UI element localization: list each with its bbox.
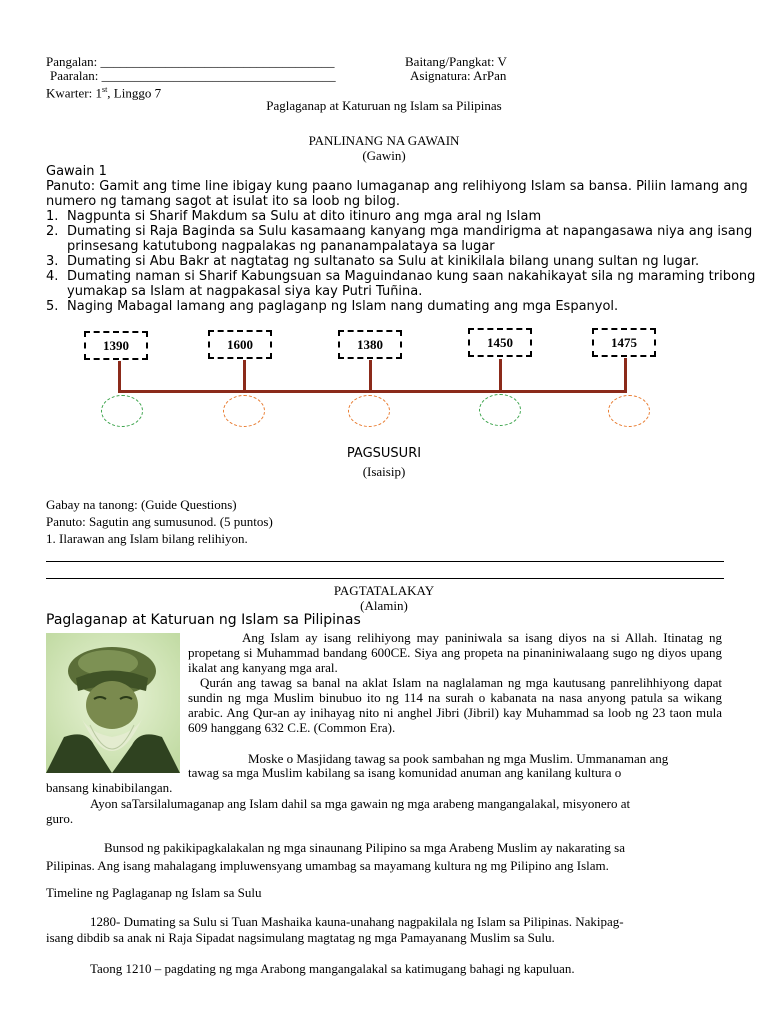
section-heading-panlinang: PANLINANG NA GAWAIN [308, 133, 460, 148]
paragraph-moske-line2: tawag sa mga Muslim kabilang sa isang komunidad anuman ang kanilang kultura o [188, 765, 622, 780]
question-1: 1. Ilarawan ang Islam bilang relihiyon. [46, 531, 248, 546]
paragraph-tarsila-line2: guro. [46, 811, 74, 826]
choice-number: 4. [46, 269, 59, 284]
choice-text: Dumating si Raja Baginda sa Sulu kasamaang kanyang mga mandirigma at napangasawa niya ang isang [67, 224, 753, 239]
timeline-tick [624, 358, 627, 393]
answer-line[interactable] [46, 578, 724, 579]
section-heading-pagsusuri: PAGSUSURI [346, 446, 422, 461]
paragraph-islam: Ang Islam ay isang relihiyong may paniniwala sa isang diyos na si Allah. Itinatag ng propetang si Muhammad bandang 600CE. Siya ang propeta na pinaniniwalaang sugo ng diyos upang ikalat ang kanyang mga aral. [188, 630, 722, 675]
section-sub-gawin: (Gawin) [362, 148, 406, 163]
choice-text-cont: yumakap sa Islam at nagpakasal siya kay Putri Tuñina. [67, 284, 423, 299]
sulu-timeline-title: Timeline ng Paglaganap ng Islam sa Sulu [46, 885, 262, 900]
choice-text-cont: prinsesang katutubong nagpalakas ng pananampalataya sa lugar [67, 239, 495, 254]
choice-text: Nagpunta si Sharif Makdum sa Sulu at dito itinuro ang mga aral ng Islam [67, 209, 542, 224]
guide-instruction: Panuto: Sagutin ang sumusunod. (5 puntos) [46, 514, 273, 529]
subject: Asignatura: ArPan [410, 68, 507, 83]
quarter-label: Kwarter: 1 [46, 85, 102, 101]
section-heading-pagtatalakay: PAGTATALAKAY [333, 583, 435, 598]
choice-number: 5. [46, 299, 59, 314]
timeline-tick [499, 359, 502, 393]
name-field-line: Pangalan: ____________________________________ [46, 54, 335, 69]
timeline-tick [369, 360, 372, 393]
grade-section: Baitang/Pangkat: V [405, 54, 507, 69]
week-label: , Linggo 7 [107, 85, 162, 101]
choice-text: Naging Mabagal lamang ang paglaganp ng Islam nang dumating ang mga Espanyol. [67, 299, 619, 314]
section-sub-alamin: (Alamin) [360, 598, 408, 613]
year-box: 1380 [338, 330, 402, 359]
answer-circle[interactable] [101, 395, 143, 427]
answer-line[interactable] [46, 561, 724, 562]
paragraph-bunsod-line2: Pilipinas. Ang isang mahalagang impluwensyang umambag sa mayamang kultura ng mg Pilipino ang Islam. [46, 858, 609, 873]
choice-text: Dumating naman si Sharif Kabungsuan sa Maguindanao kung saan nakahikayat sila ng maraming tribong [67, 269, 756, 284]
school-field-line: Paaralan: ____________________________________ [50, 68, 336, 83]
paragraph-moske-line3: bansang kinabibilangan. [46, 780, 173, 795]
sulu-1280-line2: isang dibdib sa anak ni Raja Sipadat nagsimulang magtatag ng mga Pamayanang Muslim sa Sulu. [46, 930, 555, 945]
portrait-illustration [46, 633, 180, 773]
year-box: 1475 [592, 328, 656, 357]
choice-text: Dumating si Abu Bakr at nagtatag ng sultanato sa Sulu at kinikilala bilang unang sultan ng lugar. [67, 254, 700, 269]
choice-number: 1. [46, 209, 59, 224]
instruction-line-2: numero ng tamang sagot at isulat ito sa loob ng bilog. [46, 194, 401, 209]
paragraph-tarsila-line1: Ayon saTarsilalumaganap ang Islam dahil sa mga gawain ng mga arabeng mangangalakal, misyonero at [90, 796, 631, 811]
answer-circle[interactable] [348, 395, 390, 427]
instruction-line-1: Panuto: Gamit ang time line ibigay kung paano lumaganap ang relihiyong Islam sa bansa. Piliin lamang ang [46, 179, 748, 194]
quarter-ordinal: st [101, 85, 108, 94]
sulu-1280-line1: 1280- Dumating sa Sulu si Tuan Mashaika kauna-unahang nagpakilala ng Islam sa Pilipinas. Nakipag- [90, 914, 624, 929]
timeline-tick [243, 360, 246, 393]
year-box: 1600 [208, 330, 272, 359]
paragraph-quran: Qurán ang tawag sa banal na aklat Islam na naglalaman ng mga kautusang panrelihhiyong dapat sundin ng mga Muslim binubuo ito ng 114 na surah o kabanata na nasa anyong patula sa wikang arabic. Ang Qur-an ay inihayag nito ni anghel Jibri (Jibril) kay Muhammad sa loob ng 23 taon mula 609 hanggang 632 C.E. (Common Era). [188, 675, 722, 735]
scholar-portrait [46, 633, 180, 773]
timeline-tick [118, 361, 121, 393]
year-box: 1390 [84, 331, 148, 360]
paragraph-bunsod-line1: Bunsod ng pakikipagkalakalan ng mga sinaunang Pilipino sa mga Arabeng Muslim ay nakarating sa [104, 840, 625, 855]
paragraph-moske-line1: Moske o Masjidang tawag sa pook sambahan ng mga Muslim. Ummanaman ang [248, 751, 669, 766]
answer-circle[interactable] [479, 394, 521, 426]
timeline-axis [118, 390, 627, 393]
activity-label: Gawain 1 [46, 164, 107, 179]
answer-circle[interactable] [608, 395, 650, 427]
discussion-title: Paglaganap at Katuruan ng Islam sa Pilipinas [46, 612, 361, 628]
choice-number: 3. [46, 254, 59, 269]
document-title: Paglaganap at Katuruan ng Islam sa Pilipinas [266, 98, 502, 113]
choice-number: 2. [46, 224, 59, 239]
year-box: 1450 [468, 328, 532, 357]
section-sub-isaisip: (Isaisip) [362, 464, 406, 479]
answer-circle[interactable] [223, 395, 265, 427]
guide-questions-label: Gabay na tanong: (Guide Questions) [46, 497, 237, 512]
sulu-1210: Taong 1210 – pagdating ng mga Arabong mangangalakal sa katimugang bahagi ng kapuluan. [90, 961, 575, 976]
